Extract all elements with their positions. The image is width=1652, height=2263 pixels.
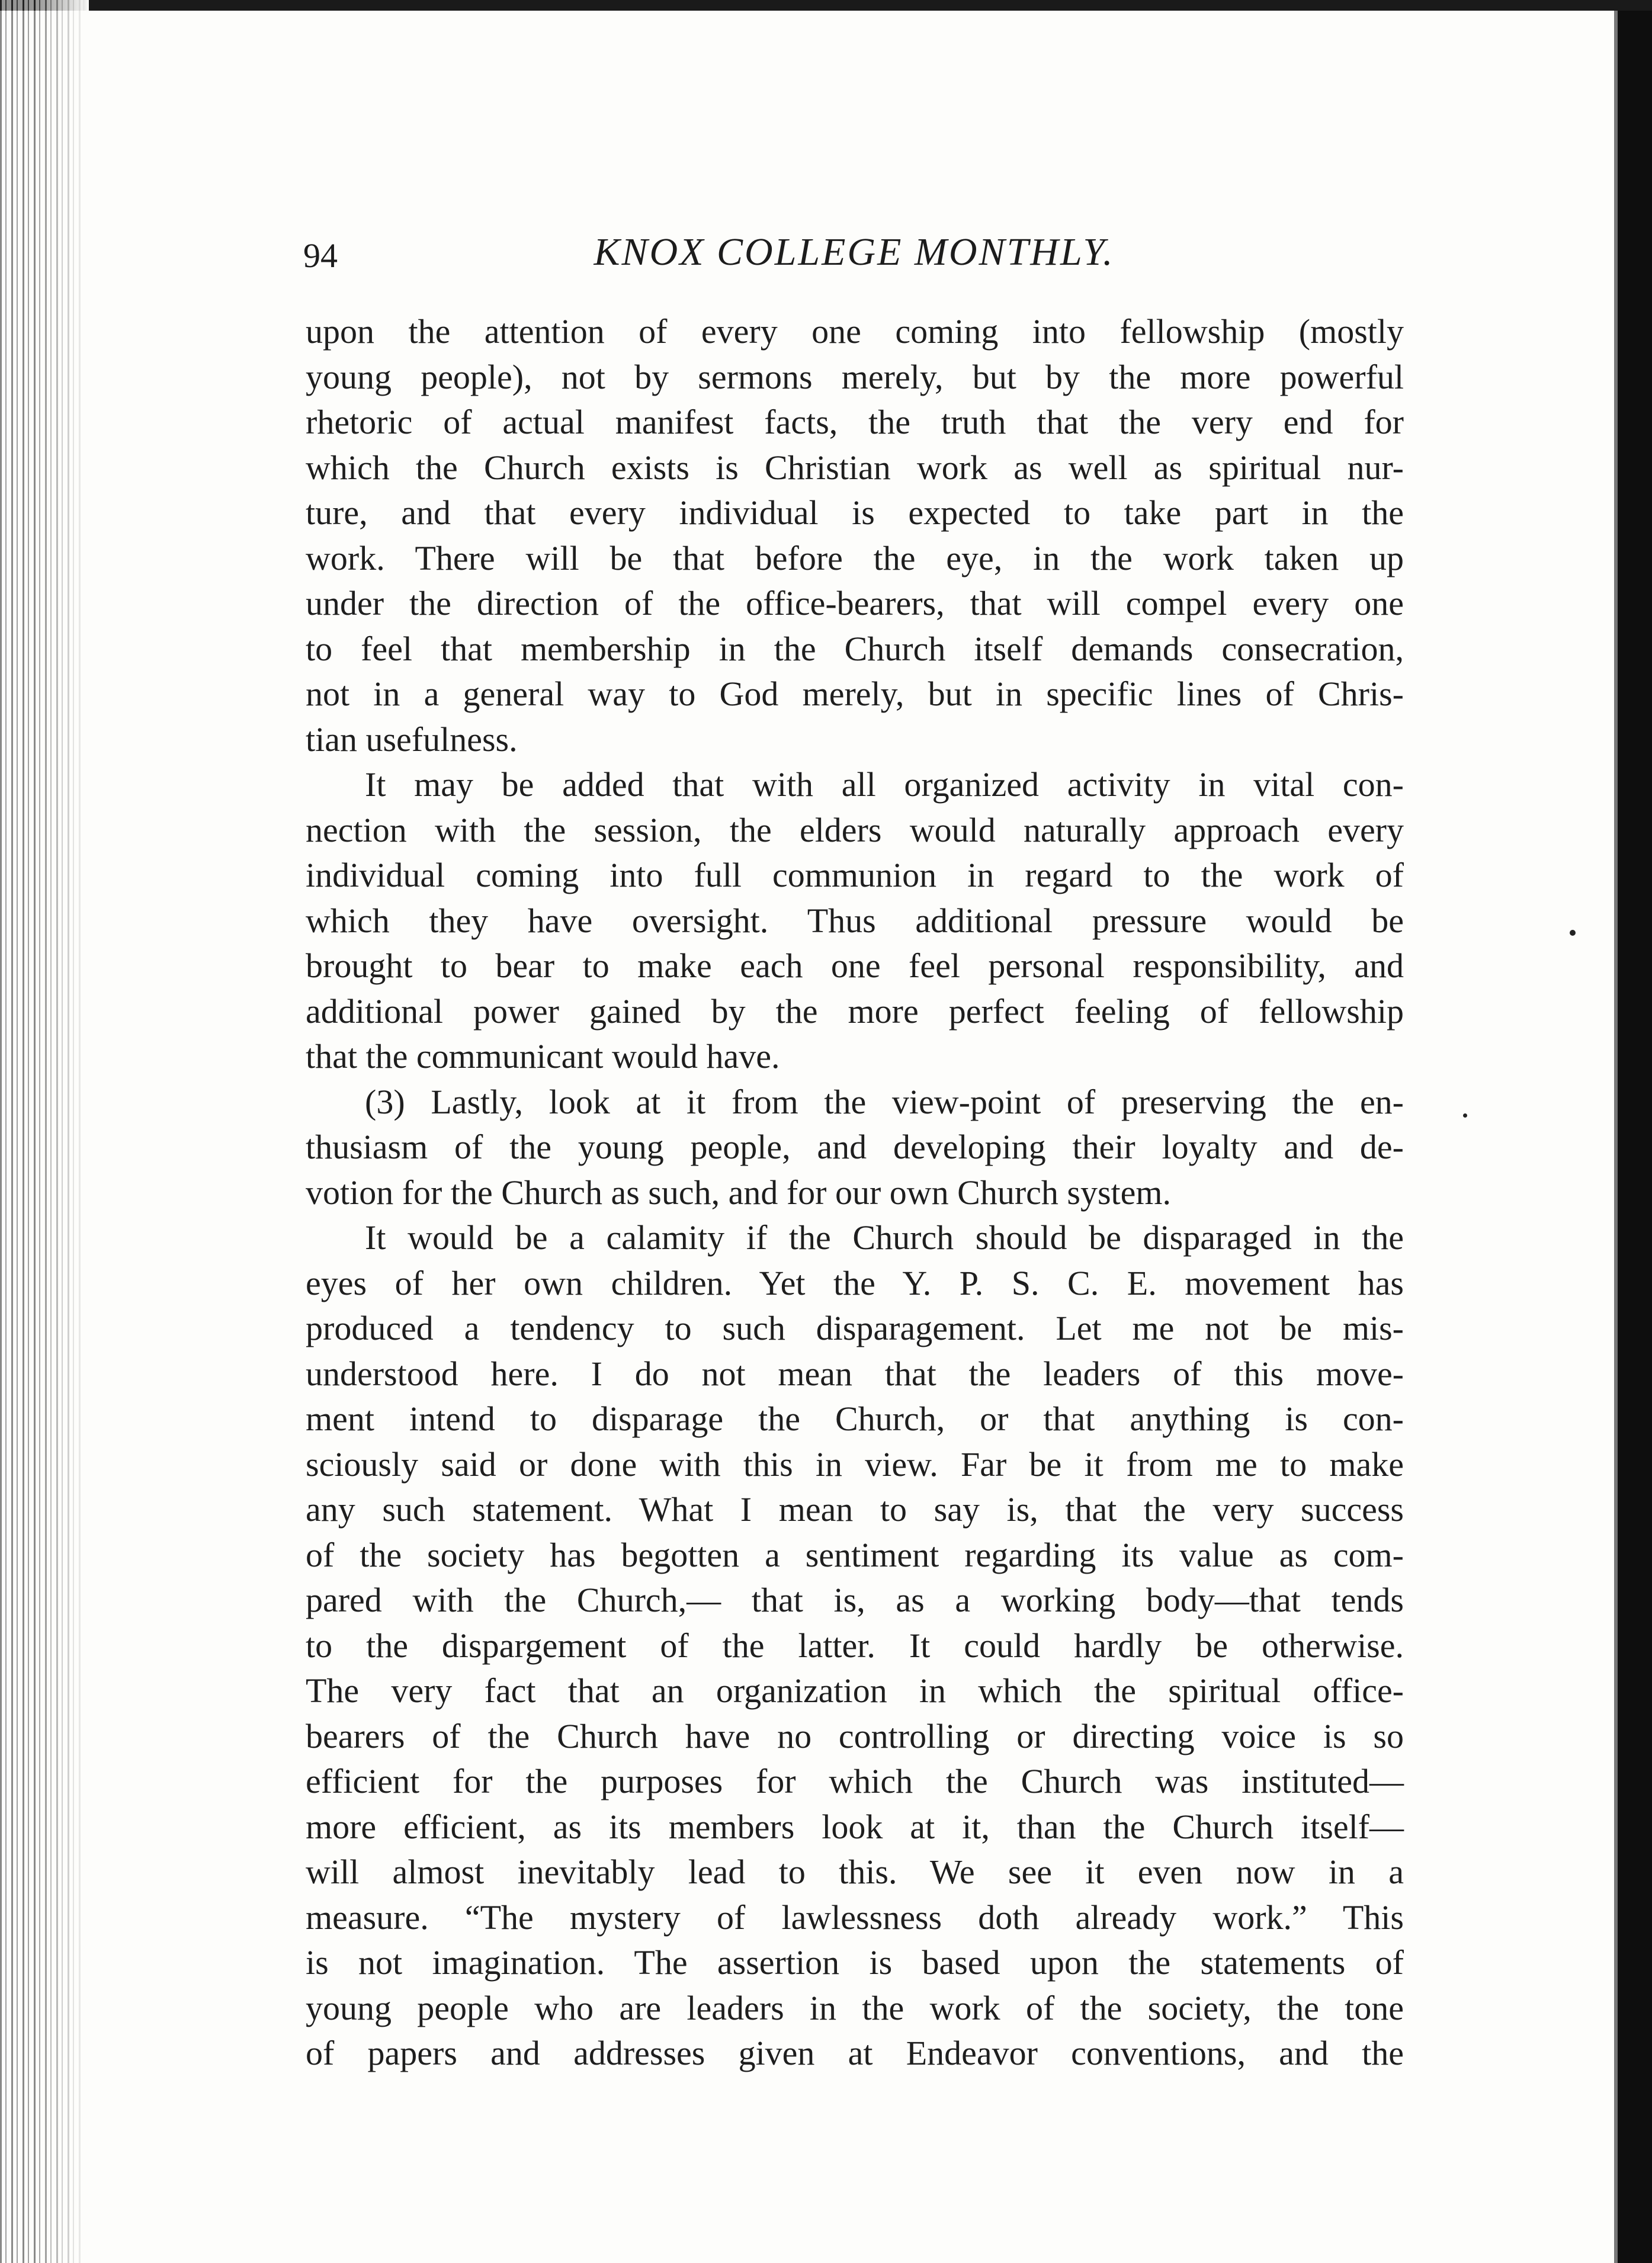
text-line: ment intend to disparage the Church, or that anything is con- [306, 1399, 1404, 1438]
text-line: is not imagination. The assertion is based upon the statements of [306, 1943, 1404, 1982]
page-header [303, 224, 1405, 295]
dust-speck [1463, 1113, 1467, 1118]
text-line: tian usefulness. [306, 720, 518, 759]
text-line: individual coming into full communion in regard to the work of [306, 856, 1404, 894]
text-line: which the Church exists is Christian work as well as spiritual nur- [306, 448, 1404, 487]
paragraph [306, 1215, 1404, 2076]
text-line: bearers of the Church have no controlling or directing voice is so [306, 1716, 1404, 1755]
text-line: not in a general way to God merely, but in specific lines of Chris- [306, 675, 1404, 713]
text-line: ture, and that every individual is expected to take part in the [306, 493, 1404, 532]
scan-edge-right [1618, 11, 1652, 2263]
text-line: more efficient, as its members look at it, than the Church itself— [306, 1807, 1404, 1846]
text-line: any such statement. What I mean to say is, that the very success [306, 1490, 1404, 1529]
text-line: (3) Lastly, look at it from the view-point of preserving the en- [365, 1082, 1404, 1121]
text-line: work. There will be that before the eye, in the work taken up [306, 538, 1404, 577]
text-line: It may be added that with all organized activity in vital con- [365, 765, 1404, 804]
text-line: to feel that membership in the Church itself demands consecration, [306, 629, 1404, 668]
scan-edge-top [0, 0, 1652, 11]
binding-fade [36, 0, 89, 2263]
text-line: of the society has begotten a sentiment regarding its value as com- [306, 1535, 1404, 1574]
text-line: measure. “The mystery of lawlessness doth already work.” This [306, 1898, 1404, 1937]
text-line: under the direction of the office-bearers, that will compel every one [306, 584, 1404, 622]
text-line: young people who are leaders in the work of the society, the tone [306, 1988, 1404, 2027]
text-line: brought to bear to make each one feel personal responsibility, and [306, 946, 1404, 985]
dust-speck [1570, 930, 1576, 936]
text-line: sciously said or done with this in view. Far be it from me to make [306, 1445, 1404, 1484]
text-line: young people), not by sermons merely, but by the more powerful [306, 357, 1404, 396]
text-line: efficient for the purposes for which the Church was instituted— [306, 1762, 1404, 1800]
text-line: produced a tendency to such disparagement. Let me not be mis- [306, 1309, 1404, 1347]
text-line: votion for the Church as such, and for our own Church system. [306, 1173, 1172, 1212]
text-line: which they have oversight. Thus additional pressure would be [306, 901, 1404, 940]
text-line: nection with the session, the elders would naturally approach every [306, 810, 1404, 849]
running-title: KNOX COLLEGE MONTHLY. [594, 230, 1115, 274]
text-line: eyes of her own children. Yet the Y. P. S. C. E. movement has [306, 1263, 1404, 1302]
text-line: additional power gained by the more perfect feeling of fellowship [306, 991, 1404, 1031]
paragraph [306, 762, 1404, 1080]
text-line: will almost inevitably lead to this. We see it even now in a [306, 1853, 1404, 1891]
text-line: that the communicant would have. [306, 1037, 780, 1076]
text-line: upon the attention of every one coming into fellowship (mostly [306, 312, 1404, 351]
text-line: rhetoric of actual manifest facts, the truth that the very end for [306, 403, 1404, 441]
text-line: understood here. I do not mean that the leaders of this move- [306, 1354, 1404, 1393]
text-line: It would be a calamity if the Church should be disparaged in the [365, 1218, 1404, 1257]
paragraph [306, 309, 1404, 762]
article-body [306, 309, 1404, 2076]
text-line: to the dispargement of the latter. It could hardly be otherwise. [306, 1626, 1404, 1665]
page-number: 94 [303, 236, 338, 275]
paragraph [306, 1080, 1404, 1216]
text-line: The very fact that an organization in which the spiritual office- [306, 1671, 1404, 1710]
text-line: pared with the Church,— that is, as a working body—that tends [306, 1581, 1404, 1619]
text-line: of papers and addresses given at Endeavor conventions, and the [306, 2034, 1404, 2072]
text-line: thusiasm of the young people, and developing their loyalty and de- [306, 1128, 1404, 1166]
